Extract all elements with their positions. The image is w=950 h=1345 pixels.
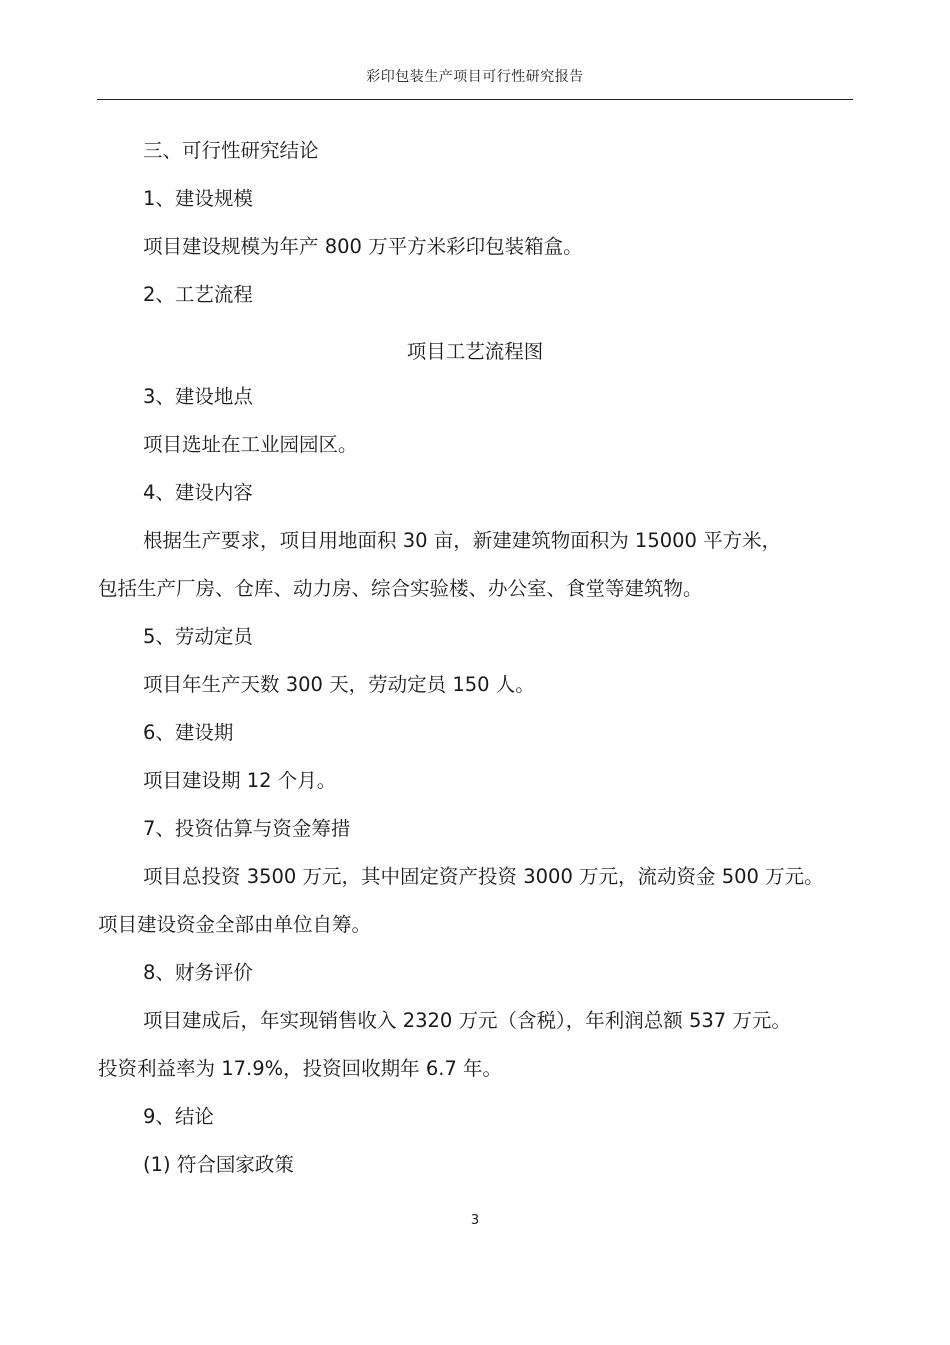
heading-finance: 8、财务评价 xyxy=(143,961,253,984)
heading-investment: 7、投资估算与资金筹措 xyxy=(143,817,351,840)
header-rule xyxy=(97,99,853,100)
paragraph-investment-line1: 项目总投资 3500 万元，其中固定资产投资 3000 万元，流动资金 500 万元。 xyxy=(143,865,824,888)
section-heading: 三、可行性研究结论 xyxy=(143,139,319,162)
paragraph-location: 项目选址在工业园园区。 xyxy=(143,433,358,456)
paragraph-period: 项目建设期 12 个月。 xyxy=(143,769,337,792)
heading-staffing: 5、劳动定员 xyxy=(143,625,253,648)
list-item-policy: (1) 符合国家政策 xyxy=(143,1153,294,1176)
page-number: 3 xyxy=(470,1213,480,1228)
paragraph-scale: 项目建设规模为年产 800 万平方米彩印包装箱盒。 xyxy=(143,235,583,258)
figure-caption: 项目工艺流程图 xyxy=(406,340,544,363)
paragraph-content-line2: 包括生产厂房、仓库、动力房、综合实验楼、办公室、食堂等建筑物。 xyxy=(98,577,703,600)
heading-location: 3、建设地点 xyxy=(143,385,253,408)
heading-content: 4、建设内容 xyxy=(143,481,253,504)
heading-process: 2、工艺流程 xyxy=(143,283,253,306)
paragraph-content-line1: 根据生产要求，项目用地面积 30 亩，新建建筑物面积为 15000 平方米， xyxy=(143,529,782,552)
heading-period: 6、建设期 xyxy=(143,721,234,744)
paragraph-staffing: 项目年生产天数 300 天，劳动定员 150 人。 xyxy=(143,673,535,696)
heading-scale: 1、建设规模 xyxy=(143,187,253,210)
paragraph-finance-line2: 投资利益率为 17.9%，投资回收期年 6.7 年。 xyxy=(98,1057,503,1080)
running-header: 彩印包装生产项目可行性研究报告 xyxy=(366,69,584,85)
heading-conclusion: 9、结论 xyxy=(143,1105,214,1128)
paragraph-finance-line1: 项目建成后，年实现销售收入 2320 万元（含税），年利润总额 537 万元。 xyxy=(143,1009,791,1032)
paragraph-investment-line2: 项目建设资金全部由单位自筹。 xyxy=(98,913,372,936)
